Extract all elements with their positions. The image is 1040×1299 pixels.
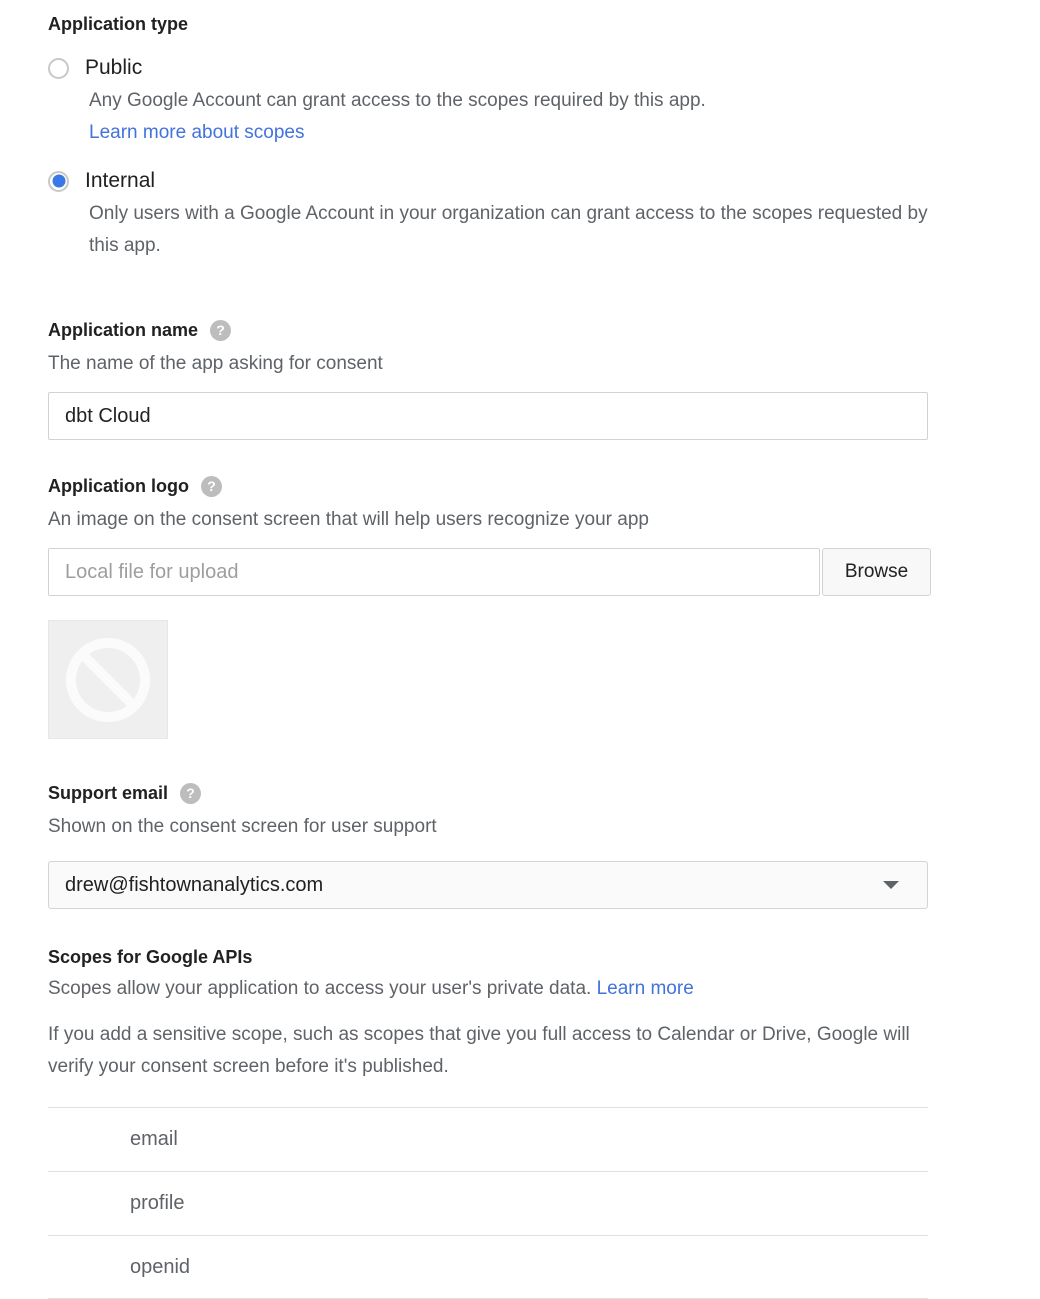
- logo-preview: [48, 620, 168, 739]
- internal-description: Only users with a Google Account in your organization can grant access to the scopes requested by this app.: [89, 203, 928, 256]
- scopes-description-text: Scopes allow your application to access your user's private data.: [48, 978, 597, 999]
- internal-radio-button[interactable]: [48, 171, 69, 192]
- public-description: Any Google Account can grant access to the scopes required by this app.: [89, 90, 706, 111]
- chevron-down-icon: [883, 881, 899, 889]
- scopes-learn-more-link[interactable]: Learn more: [596, 978, 694, 999]
- scope-row-openid: openid: [48, 1235, 928, 1299]
- scope-row-profile: profile: [48, 1171, 928, 1235]
- application-type-heading: Application type: [48, 14, 189, 34]
- learn-more-about-scopes-link[interactable]: Learn more about scopes: [89, 122, 305, 143]
- support-email-select[interactable]: [48, 861, 928, 909]
- internal-radio-row[interactable]: [48, 169, 976, 193]
- scopes-heading: Scopes for Google APIs: [48, 947, 253, 967]
- scopes-table: [48, 1107, 928, 1299]
- prohibition-icon: [54, 626, 162, 734]
- public-radio-label: Public: [85, 56, 143, 79]
- application-logo-heading: Application logo: [48, 476, 189, 496]
- application-logo-description: An image on the consent screen that will help users recognize your app: [48, 509, 649, 530]
- support-email-heading: Support email: [48, 783, 169, 803]
- scopes-description: [48, 973, 976, 1005]
- help-icon[interactable]: ?: [180, 783, 201, 804]
- public-radio-button[interactable]: [48, 58, 69, 79]
- scope-row-email: email: [48, 1107, 928, 1171]
- application-name-input[interactable]: [48, 392, 928, 440]
- application-name-heading: Application name: [48, 320, 199, 340]
- public-radio-row[interactable]: [48, 56, 976, 80]
- internal-radio-label: Internal: [85, 169, 156, 192]
- application-type-option-public: [48, 56, 976, 149]
- help-icon[interactable]: ?: [210, 320, 231, 341]
- support-email-description: Shown on the consent screen for user support: [48, 816, 437, 837]
- application-name-description: The name of the app asking for consent: [48, 353, 383, 374]
- sensitive-scope-note: If you add a sensitive scope, such as scopes that give you full access to Calendar or Drive, Google will verify your consent screen before it's published.: [48, 1024, 910, 1077]
- help-icon[interactable]: ?: [201, 476, 222, 497]
- logo-upload-input[interactable]: [48, 548, 820, 596]
- browse-button[interactable]: Browse: [822, 548, 931, 596]
- application-type-option-internal: [48, 169, 976, 262]
- support-email-selected-value: drew@fishtownanalytics.com: [65, 873, 324, 896]
